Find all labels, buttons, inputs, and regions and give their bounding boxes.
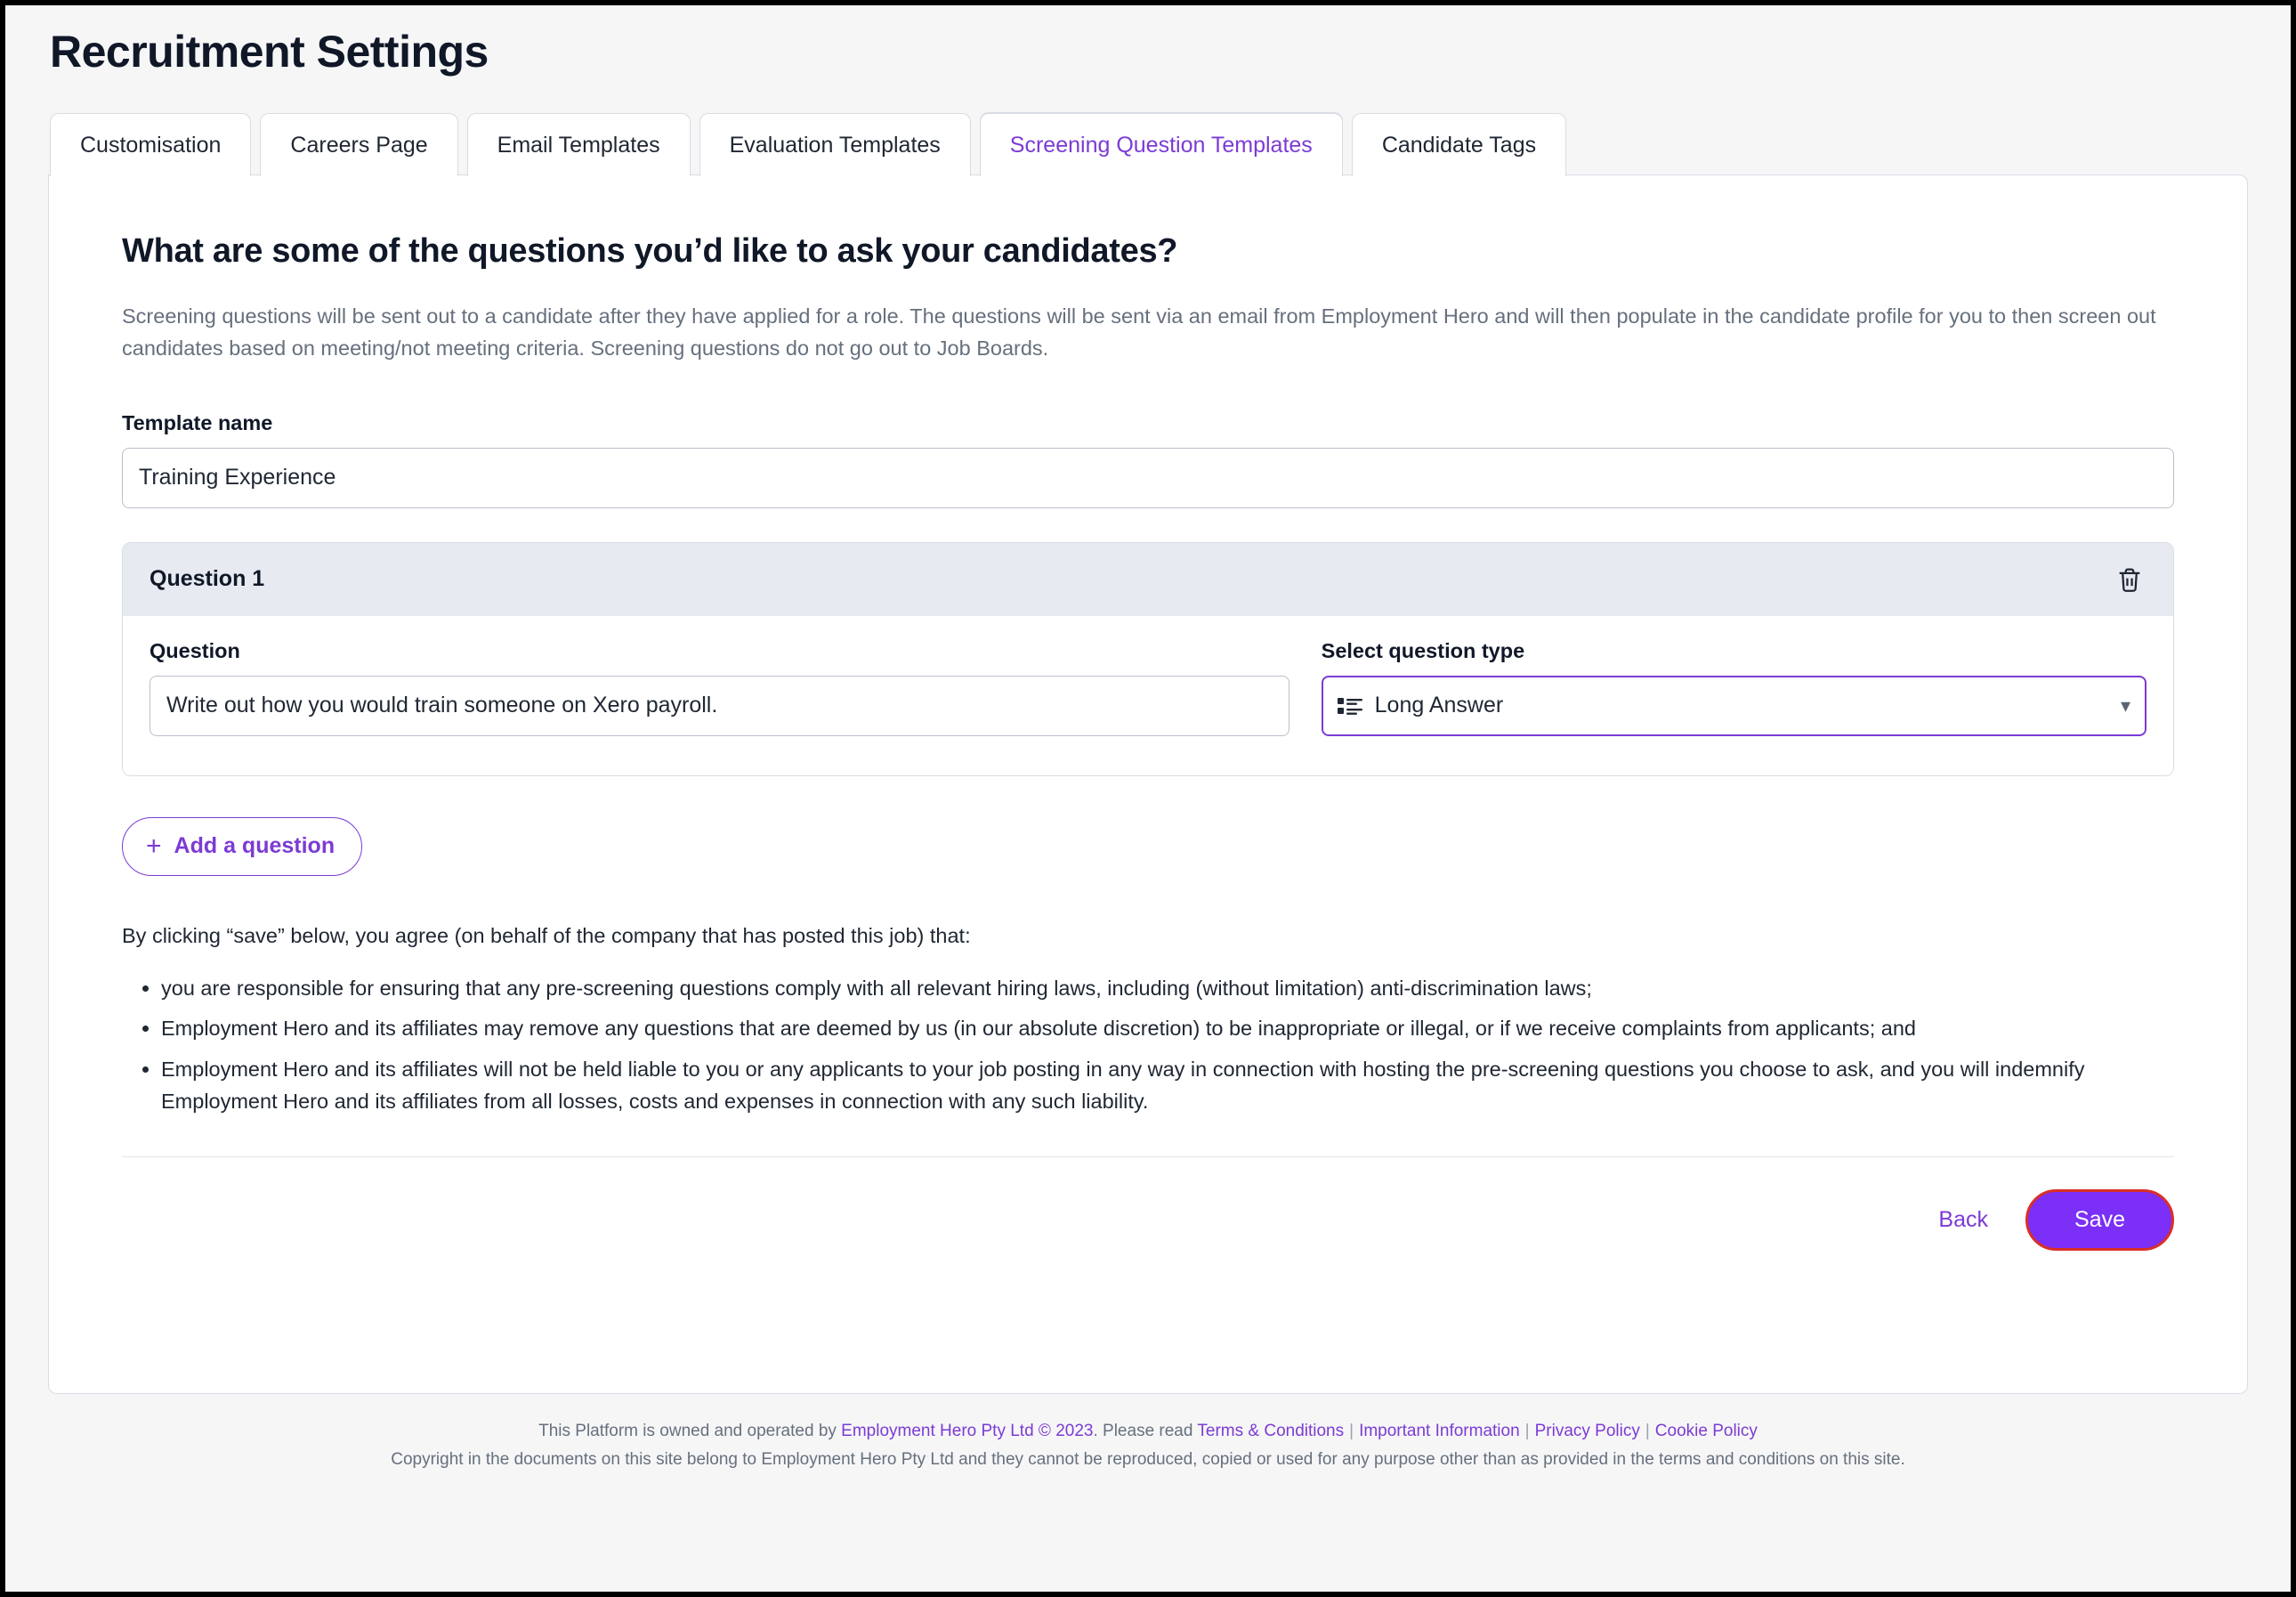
footer-line-1 (48, 1417, 2248, 1446)
list-item: • you are responsible for ensuring that any pre-screening questions comply with all relevant hiring laws, including (without limitation) anti-discrimination laws; (161, 973, 2174, 1005)
question-number-label: Question 1 (150, 566, 265, 592)
footer-link-important-information[interactable]: Important Information (1359, 1422, 1520, 1440)
question-type-select[interactable] (1322, 676, 2146, 736)
form-actions (122, 1189, 2174, 1251)
list-item: • Employment Hero and its affiliates will not be held liable to you or any applicants to your job posting in any way in connection with hosting the pre-screening questions you choose to ask, and you will indemnify Employment Hero and its affiliates from all losses, costs and expenses in connection with any such liability. (161, 1054, 2174, 1117)
question-card-1 (122, 542, 2174, 776)
section-heading: What are some of the questions you’d like to ask your candidates? (122, 232, 1178, 270)
template-name-label: Template name (122, 410, 273, 434)
tab-customisation[interactable]: Customisation (50, 113, 251, 176)
list-item: • Employment Hero and its affiliates may remove any questions that are deemed by us (in our absolute discretion) to be inappropriate or illegal, or if we receive complaints from applicants; and (161, 1013, 2174, 1045)
legal-list (122, 973, 2174, 1118)
question-card-header (123, 543, 2173, 616)
question-text-group (150, 639, 1289, 736)
footer-separator: | (1524, 1422, 1530, 1440)
trash-icon (2114, 564, 2145, 595)
page-content (5, 5, 2291, 1592)
tab-evaluation-templates[interactable]: Evaluation Templates (699, 113, 971, 176)
plus-icon: + (146, 831, 162, 861)
legal-intro: By clicking “save” below, you agree (on behalf of the company that has posted this job) that: (122, 923, 971, 947)
footer-link-privacy-policy[interactable]: Privacy Policy (1534, 1422, 1640, 1440)
page-footer (48, 1417, 2248, 1475)
footer-separator: | (1645, 1422, 1650, 1440)
question-type-select-wrapper (1322, 676, 2146, 736)
footer-link-company[interactable]: Employment Hero Pty Ltd © 2023 (841, 1422, 1094, 1440)
footer-link-terms[interactable]: Terms & Conditions (1197, 1422, 1345, 1440)
page-title: Recruitment Settings (50, 27, 489, 77)
add-question-label: Add a question (174, 833, 336, 859)
footer-middle: . Please read (1093, 1422, 1198, 1440)
divider (122, 1156, 2174, 1157)
question-text-input[interactable] (150, 676, 1289, 736)
question-type-value: Long Answer (1374, 693, 1504, 718)
tab-screening-question-templates[interactable]: Screening Question Templates (980, 113, 1343, 176)
back-button[interactable]: Back (1933, 1206, 1993, 1234)
save-button[interactable]: Save (2025, 1189, 2174, 1251)
question-card-body (123, 616, 2173, 775)
section-description: Screening questions will be sent out to a candidate after they have applied for a role. The questions will be sent via an email from Employment Hero and will then populate in the candidate profile for you to then screen out candidates based on meeting/not meeting criteria. Screening questions do not go out to Job Boards. (122, 304, 2156, 361)
footer-separator: | (1349, 1422, 1354, 1440)
footer-prefix: This Platform is owned and operated by (538, 1422, 842, 1440)
template-name-input[interactable] (122, 448, 2174, 508)
delete-question-button[interactable] (2111, 564, 2148, 595)
footer-line-2: Copyright in the documents on this site belong to Employment Hero Pty Ltd and they cannot be reproduced, copied or used for any purpose other than as provided in the terms and conditions on this site. (391, 1450, 1905, 1470)
tab-email-templates[interactable]: Email Templates (467, 113, 691, 176)
add-question-button[interactable] (122, 817, 362, 876)
settings-tabs (48, 112, 2248, 175)
question-type-label: Select question type (1321, 638, 1525, 662)
footer-link-cookie-policy[interactable]: Cookie Policy (1654, 1422, 1758, 1440)
tab-candidate-tags[interactable]: Candidate Tags (1352, 113, 1566, 176)
screening-questions-panel (48, 174, 2248, 1394)
list-icon (1338, 696, 1362, 716)
chevron-down-icon: ▾ (2120, 693, 2130, 717)
question-type-group (1322, 639, 2146, 736)
tab-careers-page[interactable]: Careers Page (260, 113, 457, 176)
question-text-label: Question (150, 638, 240, 662)
